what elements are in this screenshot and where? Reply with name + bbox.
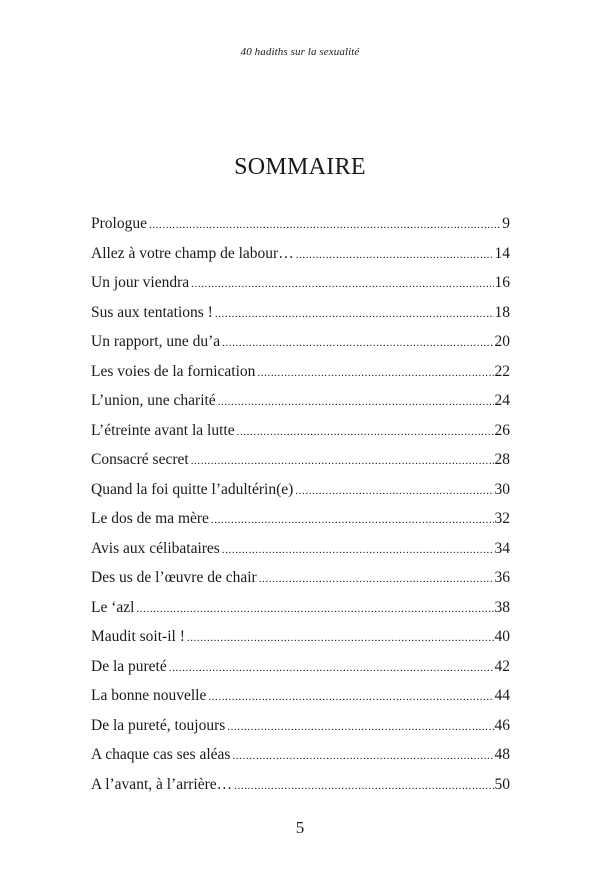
toc-dot-leader — [169, 654, 494, 684]
toc-entry-title: De la pureté, toujours — [91, 716, 226, 734]
toc-dot-leader — [234, 772, 493, 802]
toc-entry-page: 44 — [494, 687, 510, 704]
toc-entry-title: Un jour viendra — [91, 274, 190, 291]
toc-entry-title: A l’avant, à l’arrière… — [91, 775, 233, 793]
toc-entry[interactable] — [91, 209, 510, 239]
toc-entry[interactable] — [91, 711, 510, 741]
toc-entry-page: 22 — [494, 362, 510, 380]
toc-entry-page: 48 — [494, 746, 510, 763]
toc-entry-title: Maudit soit-il ! — [91, 628, 185, 645]
toc-dot-leader — [149, 211, 501, 241]
toc-entry[interactable] — [91, 445, 510, 475]
toc-entry-page: 46 — [494, 716, 510, 734]
toc-entry-title: Sus aux tentations ! — [91, 303, 213, 321]
toc-entry[interactable] — [91, 386, 510, 416]
toc-dot-leader — [208, 683, 493, 713]
toc-entry[interactable] — [91, 563, 510, 593]
toc-entry-title: Allez à votre champ de labour… — [91, 244, 294, 262]
toc-dot-leader — [237, 418, 494, 448]
toc-dot-leader — [191, 447, 494, 477]
toc-entry-title: Le ‘azl — [91, 598, 135, 616]
toc-entry[interactable] — [91, 327, 510, 357]
toc-entry-page: 16 — [494, 274, 510, 291]
toc-dot-leader — [211, 506, 494, 536]
toc-entry-title: Un rapport, une du’a — [91, 333, 221, 350]
toc-dot-leader — [215, 300, 494, 330]
running-header: 40 hadiths sur la sexualité — [240, 46, 360, 58]
toc-dot-leader — [232, 742, 493, 772]
toc-dot-leader — [218, 388, 494, 418]
toc-entry[interactable] — [91, 357, 510, 387]
toc-dot-leader — [187, 624, 494, 654]
toc-entry-title: Avis aux célibataires — [91, 539, 220, 557]
toc-entry[interactable] — [91, 534, 510, 564]
toc-entry-page: 40 — [494, 628, 510, 645]
toc-entry-page: 20 — [494, 333, 510, 350]
toc-entry-title: Quand la foi quitte l’adultérin(e) — [91, 480, 294, 498]
toc-entry-page: 18 — [494, 303, 510, 321]
toc-dot-leader — [257, 359, 493, 389]
toc-entry[interactable] — [91, 475, 510, 505]
toc-dot-leader — [136, 595, 493, 625]
toc-entry[interactable] — [91, 416, 510, 446]
toc-entry[interactable] — [91, 622, 510, 652]
toc-entry-title: De la pureté — [91, 657, 167, 675]
page-title: SOMMAIRE — [234, 154, 366, 180]
toc-entry-title: Des us de l’œuvre de chair — [91, 569, 257, 586]
toc-entry[interactable] — [91, 239, 510, 269]
toc-entry-page: 42 — [494, 657, 510, 675]
toc-entry-page: 14 — [494, 244, 510, 262]
toc-entry-title: La bonne nouvelle — [91, 687, 207, 704]
toc-dot-leader — [222, 329, 493, 359]
toc-dot-leader — [259, 565, 494, 595]
toc-entry-page: 50 — [494, 775, 510, 793]
page-number: 5 — [295, 818, 305, 837]
toc-entry[interactable] — [91, 504, 510, 534]
toc-entry-page: 32 — [494, 510, 510, 527]
toc-dot-leader — [222, 536, 494, 566]
toc-entry[interactable] — [91, 652, 510, 682]
toc-entry-page: 34 — [494, 539, 510, 557]
toc-entry[interactable] — [91, 740, 510, 770]
toc-entry-title: Prologue — [91, 215, 147, 232]
toc-entry[interactable] — [91, 681, 510, 711]
toc-entry-page: 36 — [494, 569, 510, 586]
toc-entry-title: L’union, une charité — [91, 392, 216, 409]
toc-entry-page: 30 — [494, 480, 510, 498]
toc-entry-title: Consacré secret — [91, 451, 189, 468]
toc-entry[interactable] — [91, 298, 510, 328]
toc-entry-page: 38 — [494, 598, 510, 616]
toc-dot-leader — [295, 477, 493, 507]
toc-entry[interactable] — [91, 268, 510, 298]
toc-entry-page: 24 — [494, 392, 510, 409]
toc-entry-title: Les voies de la fornication — [91, 362, 256, 380]
toc-entry-title: A chaque cas ses aléas — [91, 746, 231, 763]
toc-dot-leader — [191, 270, 493, 300]
toc-entry-page: 26 — [494, 421, 510, 439]
toc-entry[interactable] — [91, 593, 510, 623]
toc-entry-page: 28 — [494, 451, 510, 468]
toc-entry-page: 9 — [502, 215, 510, 232]
toc-dot-leader — [296, 241, 494, 271]
toc-entry-title: L’étreinte avant la lutte — [91, 421, 235, 439]
toc-entry-title: Le dos de ma mère — [91, 510, 209, 527]
toc-entry[interactable] — [91, 770, 510, 800]
toc-dot-leader — [227, 713, 493, 743]
table-of-contents — [91, 209, 510, 799]
